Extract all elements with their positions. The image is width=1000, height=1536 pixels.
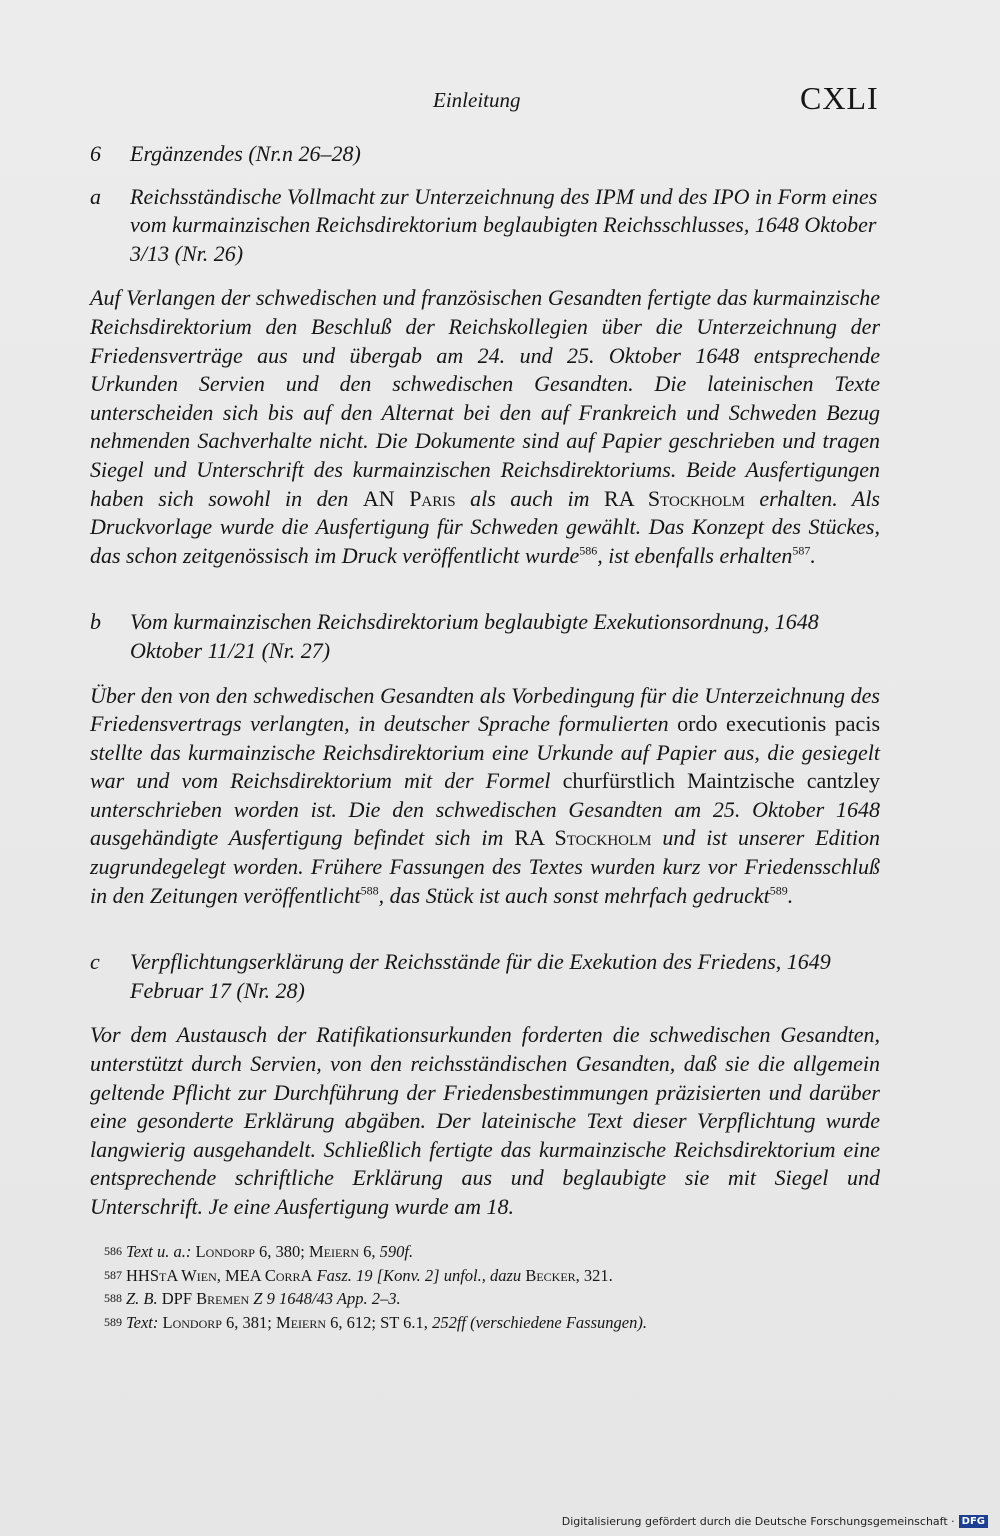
footnote-text: Z. B. (126, 1289, 162, 1308)
text-run: unterschrieben worden ist. Die den schwedischen Gesandten am 25. Oktober 1648 ausgehändigte Ausfertigung befindet sich im (90, 796, 880, 851)
footnote-number: 588 (104, 1291, 122, 1305)
footnote-number: 587 (104, 1267, 122, 1282)
footnote-text: Becker, 321. (525, 1265, 613, 1285)
text-run: , das Stück ist auch sonst mehrfach gedruckt (378, 882, 770, 908)
text-run: stellte das kurmainzische Reichsdirektorium eine Urkunde auf Papier aus, die gesiegelt war und vom Reichsdirektorium mit der Formel (90, 739, 880, 794)
subsection-title: Reichsständische Vollmacht zur Unterzeichnung des IPM und des IPO in Form eines vom kurmainzischen Reichsdirektorium beglaubigten Reichsschlusses, 1648 Oktober 3/13 (Nr. 26) (130, 183, 878, 266)
main-text (90, 140, 880, 1260)
archive-name: AN Paris (362, 485, 456, 511)
section-title: Ergänzendes (Nr.n 26–28) (130, 141, 361, 166)
footnote-text: 590f. (379, 1242, 414, 1261)
footnote-text: Text: (126, 1312, 159, 1332)
funding-credit (562, 1515, 988, 1528)
footnote-number: 589 (104, 1314, 122, 1329)
section-number: 6 (90, 141, 101, 166)
footnote-text: Text u. a.: (126, 1242, 192, 1261)
subsection-heading-b (90, 608, 880, 665)
quoted-term: churfürstlich Maintzische cantzley (562, 768, 880, 794)
running-title: Einleitung (433, 88, 521, 112)
subsection-title: Vom kurmainzischen Reichsdirektorium beglaubigte Exekutionsordnung, 1648 Oktober 11/21 (Nr. 27) (130, 609, 819, 663)
footnote-589 (104, 1311, 824, 1335)
footnote-text: Londorp 6, 380; Meiern 6, (191, 1242, 380, 1261)
footnote-text: DPF Bremen (161, 1289, 250, 1308)
archive-name: RA Stockholm (514, 825, 652, 851)
dfg-logo-icon: DFG (959, 1515, 988, 1528)
subsection-heading-c (90, 948, 880, 1005)
text-run: Auf Verlangen der schwedischen und französischen Gesandten fertigte das kurmainzische Reichsdirektorium den Beschluß der Reichskollegien über die Unterzeichnung der Friedensverträge aus und übergab am 24. und 25. Oktober 1648 entsprechende Urkunden Servien und den schwedischen Gesandten. Die lateinischen Texte unterscheiden sich bis auf den Alternat bei den auf Frankreich und Schweden Bezug nehmenden Sachverhalte nicht. Die Dokumente sind auf Papier geschrieben und tragen Siegel und Unterschrift des kurmainzischen Reichsdirektoriums. Beide Ausfertigungen haben sich sowohl in den (90, 285, 880, 511)
subsection-label: a (90, 183, 101, 209)
footnote-ref[interactable]: 589 (769, 883, 788, 898)
footnote-587 (104, 1264, 824, 1288)
footnote-ref[interactable]: 586 (579, 543, 598, 558)
paragraph-b (90, 682, 880, 911)
paragraph-c (90, 1021, 880, 1221)
quoted-term: ordo executionis pacis (677, 711, 880, 737)
text-run: Vor dem Austausch der Ratifikationsurkunden forderten die schwedischen Gesandten, unterstützt durch Servien, von den reichsständischen Gesandten, daß sie die allgemein geltende Pflicht zur Durchführung der Friedensbestimmungen präzisierten und darüber eine gesonderte Erklärung abgäben. Der lateinische Text dieser Verpflichtung wurde langwierig ausgehandelt. Schließlich fertigte das kurmainzische Reichsdirektorium eine entsprechende schriftliche Erklärung aus und beglaubigte sie mit Siegel und Unterschrift. Je eine Ausfertigung wurde am 18. (90, 1022, 880, 1219)
subsection-label: c (90, 949, 100, 975)
text-run: und ist unserer Edition zugrundegelegt worden. Frühere Fassungen des Textes wurden kurz vor Friedensschluß in den Zeitungen veröffentlicht (90, 825, 881, 908)
paragraph-a (90, 284, 880, 570)
footnotes (104, 1240, 824, 1334)
footnote-text: HHStA Wien, MEA CorrA (126, 1265, 313, 1285)
text-run: Über den von den schwedischen Gesandten als Vorbedingung für die Unterzeichnung des Friedensvertrags verlangten, in deutscher Sprache formulierten (90, 682, 880, 737)
subsection-title: Verpflichtungserklärung der Reichsstände für die Exekution des Friedens, 1649 Februar 17 (Nr. 28) (130, 949, 831, 1003)
subsection-label: b (90, 609, 101, 635)
footnote-text: Londorp 6, 381; Meiern 6, 612; ST 6.1, (158, 1312, 433, 1332)
text-run: als auch im (470, 485, 590, 511)
text-run: erhalten. Als Druckvorlage wurde die Ausfertigung für Schweden gewählt. Das Konzept des Stückes, das schon zeitgenössisch im Druck veröffentlicht wurde (90, 485, 880, 568)
subsection-heading-a (90, 183, 880, 269)
text-run: . (810, 542, 816, 568)
text-run: , ist ebenfalls erhalten (597, 542, 793, 568)
archive-name: RA Stockholm (604, 485, 745, 511)
section-heading (90, 140, 880, 169)
footnote-ref[interactable]: 587 (792, 543, 811, 558)
footnote-586 (104, 1240, 824, 1264)
page-number: CXLI (800, 80, 879, 116)
text-run: . (787, 882, 794, 908)
footnote-588 (104, 1287, 824, 1311)
footnote-ref[interactable]: 588 (360, 883, 379, 898)
credit-text: Digitalisierung gefördert durch die Deutsche Forschungsgemeinschaft · (561, 1515, 955, 1528)
footnote-text: Z 9 1648/43 App. 2–3. (249, 1289, 401, 1308)
footnote-text: Fasz. 19 [Konv. 2] unfol., dazu (312, 1265, 526, 1285)
footnote-number: 586 (104, 1244, 122, 1258)
footnote-text: 252ff (verschiedene Fassungen). (432, 1312, 647, 1332)
